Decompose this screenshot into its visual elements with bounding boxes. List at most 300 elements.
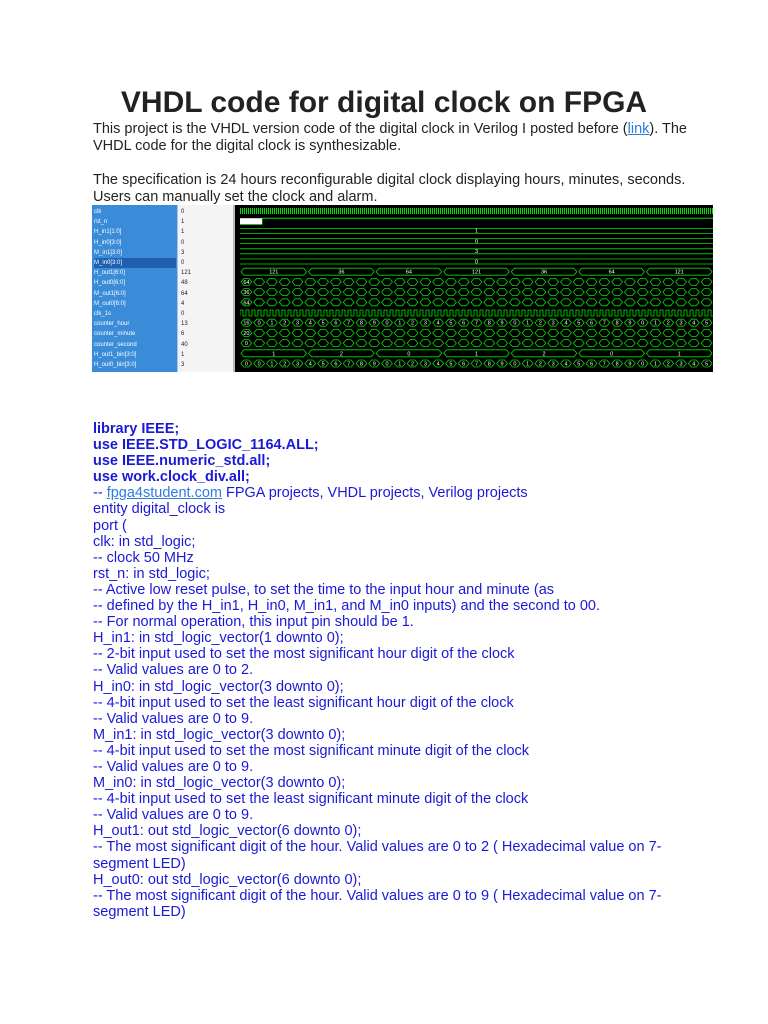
counter-minute-bus-segment — [292, 329, 303, 336]
clk-pulse — [500, 208, 501, 214]
counter-minute-bus-segment — [650, 329, 661, 336]
clk-pulse — [468, 208, 469, 214]
clk-1s-pulse — [534, 310, 540, 316]
counter-second-bus-segment — [650, 340, 661, 347]
clk-pulse — [706, 208, 707, 214]
counter-minute-bus-segment — [509, 329, 520, 336]
counter-minute-bus-segment — [330, 329, 341, 336]
m-out0-bus-segment — [599, 299, 610, 306]
counter-hour-bus-label: 2 — [283, 320, 287, 327]
fpga4student-link[interactable]: fpga4student.com — [106, 485, 222, 502]
counter-hour-bus-label: 2 — [411, 320, 415, 327]
h-out0-bus-segment — [612, 278, 623, 285]
clk-pulse — [594, 208, 595, 214]
clk-pulse — [414, 208, 415, 214]
code-line: H_out1: out std_logic_vector(6 downto 0); — [93, 823, 362, 840]
clk-1s-pulse — [396, 310, 402, 316]
h-out0-bin-bus-label: 0 — [385, 361, 389, 368]
signal-value: 3 — [181, 362, 185, 368]
clk-pulse — [320, 208, 321, 214]
clk-1s-pulse — [654, 310, 660, 316]
h-out0-bus-label: 64 — [243, 279, 250, 286]
h-out1-bus-label: 36 — [541, 269, 548, 276]
clk-pulse — [240, 208, 241, 214]
m-in1-bus-label: 3 — [474, 249, 479, 256]
signal-name: H_out0[6:0] — [94, 280, 126, 287]
m-out1-bus-segment — [394, 289, 405, 296]
h-out0-bus-segment — [663, 278, 674, 285]
h-out0-bus-segment — [484, 278, 495, 285]
clk-pulse — [484, 208, 485, 214]
h-out0-bin-bus-label: 9 — [500, 361, 504, 368]
clk-pulse — [292, 208, 293, 214]
counter-hour-bus-label: 5 — [321, 320, 325, 327]
clk-pulse — [512, 208, 513, 214]
h-out1-bus-label: 121 — [269, 269, 279, 276]
h-out0-bus-segment — [343, 278, 354, 285]
h-out0-bin-bus-label: 1 — [398, 361, 402, 368]
counter-minute-bus-segment — [586, 329, 597, 336]
clk-1s-pulse — [546, 310, 552, 316]
credit-prefix: -- — [93, 485, 107, 502]
counter-second-bus-segment — [548, 340, 559, 347]
clk-pulse — [684, 208, 685, 214]
clk-pulse — [328, 208, 329, 214]
m-out0-bus-segment — [420, 299, 431, 306]
clk-pulse — [286, 208, 287, 214]
clk-pulse — [480, 208, 481, 214]
h-out0-bus-segment — [676, 278, 687, 285]
clk-1s-pulse — [378, 310, 384, 316]
h-out0-bus-segment — [394, 278, 405, 285]
h-out0-bin-bus-label: 9 — [628, 361, 632, 368]
clk-pulse — [632, 208, 633, 214]
clk-1s-pulse — [408, 310, 414, 316]
clk-1s-pulse — [516, 310, 522, 316]
clk-pulse — [402, 208, 403, 214]
code-line: -- Valid values are 0 to 9. — [93, 807, 254, 824]
h-out0-bus-segment — [688, 278, 699, 285]
m-out0-bus-segment — [471, 299, 482, 306]
h-out1-bus-label: 64 — [405, 269, 412, 276]
m-out1-bus-segment — [318, 289, 329, 296]
clk-pulse — [492, 208, 493, 214]
counter-hour-bus-label: 9 — [500, 320, 504, 327]
clk-pulse — [618, 208, 619, 214]
clk-pulse — [572, 208, 573, 214]
clk-pulse — [294, 208, 295, 214]
m-out1-bus-segment — [254, 289, 265, 296]
m-out1-bus-segment — [382, 289, 393, 296]
counter-second-bus-segment — [599, 340, 610, 347]
intro-paragraph-1 — [93, 121, 693, 155]
clk-1s-pulse — [684, 310, 690, 316]
counter-minute-bus-segment — [701, 329, 712, 336]
h-out0-bin-bus-label: 7 — [602, 361, 606, 368]
h-out0-bus-segment — [509, 278, 520, 285]
signal-name: counter_hour — [94, 321, 130, 328]
clk-pulse — [550, 208, 551, 214]
clk-pulse — [644, 208, 645, 214]
m-out1-bus-segment — [561, 289, 572, 296]
clk-pulse — [340, 208, 341, 214]
h-out0-bin-bus-label: 2 — [538, 361, 542, 368]
h-out0-bin-bus-label: 7 — [347, 361, 351, 368]
clk-pulse — [602, 208, 603, 214]
h-out0-bus-segment — [330, 278, 341, 285]
h-out1-bin-bus-label: 0 — [610, 351, 614, 358]
clk-1s-pulse — [540, 310, 546, 316]
clk-pulse — [554, 208, 555, 214]
clk-1s-pulse — [366, 310, 372, 316]
counter-second-bus-segment — [330, 340, 341, 347]
counter-hour-bus-label: 4 — [308, 320, 312, 327]
h-out0-bin-bus-label: 0 — [641, 361, 645, 368]
clk-pulse — [614, 208, 615, 214]
clk-pulse — [596, 208, 597, 214]
counter-second-bus-segment — [573, 340, 584, 347]
clk-pulse — [270, 208, 271, 214]
counter-second-bus-segment — [676, 340, 687, 347]
clk-pulse — [306, 208, 307, 214]
m-out0-bus-segment — [612, 299, 623, 306]
m-out0-bus-segment — [522, 299, 533, 306]
clk-pulse — [580, 208, 581, 214]
counter-minute-bus-segment — [612, 329, 623, 336]
intro-text-part: This project is the VHDL version code of the digital clock in Verilog I posted before ( — [93, 121, 628, 137]
clk-pulse — [438, 208, 439, 214]
counter-hour-bus-label: 5 — [577, 320, 581, 327]
signal-name: M_out0[6:0] — [94, 300, 126, 307]
h-out1-bin-bus-label: 1 — [474, 351, 479, 358]
counter-hour-bus-label: 0 — [385, 320, 389, 327]
clk-pulse — [628, 208, 629, 214]
m-in0-bus-label: 0 — [474, 259, 479, 266]
clk-pulse — [670, 208, 671, 214]
clk-pulse — [478, 208, 479, 214]
h-out0-bin-bus-label: 4 — [564, 361, 568, 368]
counter-hour-bus-label: 8 — [359, 320, 363, 327]
clk-pulse — [404, 208, 405, 214]
clk-pulse — [398, 208, 399, 214]
clk-1s-pulse — [642, 310, 648, 316]
clk-pulse — [582, 208, 583, 214]
h-out0-bus-segment — [701, 278, 712, 285]
m-out1-bus-segment — [637, 289, 648, 296]
clk-pulse — [424, 208, 425, 214]
h-out0-bin-bus-label: 8 — [487, 361, 491, 368]
counter-hour-bus-label: 8 — [487, 320, 491, 327]
code-line: H_in1: in std_logic_vector(1 downto 0); — [93, 630, 344, 647]
clk-1s-pulse — [624, 310, 630, 316]
clk-pulse — [622, 208, 623, 214]
clk-pulse — [532, 208, 533, 214]
clk-1s-pulse — [468, 310, 474, 316]
clk-1s-pulse — [450, 310, 456, 316]
m-out1-bus-segment — [407, 289, 418, 296]
h-out0-bus-segment — [407, 278, 418, 285]
clk-pulse — [672, 208, 673, 214]
m-out1-bus-segment — [612, 289, 623, 296]
clk-1s-pulse — [240, 310, 246, 316]
counter-hour-bus-label: 9 — [628, 320, 632, 327]
clk-pulse — [242, 208, 243, 214]
clk-pulse — [308, 208, 309, 214]
counter-minute-bus-segment — [637, 329, 648, 336]
counter-hour-bus-label: 7 — [347, 320, 351, 327]
h-out1-bus-label: 121 — [674, 269, 684, 276]
m-out0-bus-segment — [663, 299, 674, 306]
h-out0-bin-bus-label: 5 — [577, 361, 581, 368]
code-line: H_out0: out std_logic_vector(6 downto 0); — [93, 871, 362, 888]
counter-hour-bus-label: 3 — [679, 320, 683, 327]
clk-pulse — [638, 208, 639, 214]
clk-1s-pulse — [606, 310, 612, 316]
clk-pulse — [352, 208, 353, 214]
clk-1s-pulse — [420, 310, 426, 316]
counter-second-bus-segment — [509, 340, 520, 347]
h-out0-bin-bus-label: 1 — [526, 361, 530, 368]
m-out0-bus-segment — [254, 299, 265, 306]
counter-minute-bus-segment — [663, 329, 674, 336]
signal-name: M_out1[6:0] — [94, 290, 126, 297]
clk-1s-pulse — [288, 310, 294, 316]
counter-minute-bus-segment — [407, 329, 418, 336]
clk-pulse — [466, 208, 467, 214]
clk-pulse — [488, 208, 489, 214]
clk-pulse — [282, 208, 283, 214]
clk-pulse — [382, 208, 383, 214]
h-out0-bin-bus-label: 7 — [474, 361, 479, 368]
counter-hour-bus-label: 7 — [602, 320, 606, 327]
clk-pulse — [558, 208, 559, 214]
clk-1s-pulse — [492, 310, 498, 316]
signal-value: 0 — [181, 311, 185, 317]
clk-pulse — [418, 208, 419, 214]
counter-hour-bus-label: 3 — [423, 320, 427, 327]
clk-pulse — [678, 208, 679, 214]
link-verilog-version[interactable]: link — [627, 121, 650, 137]
clk-pulse — [426, 208, 427, 214]
signal-name: M_in0[3:0] — [94, 258, 176, 268]
code-line: -- Valid values are 0 to 9. — [93, 758, 254, 775]
code-line: -- Active low reset pulse, to set the time to the input hour and minute (as — [93, 581, 555, 598]
signal-name-panel — [92, 205, 178, 372]
counter-minute-bus-segment — [394, 329, 405, 336]
clk-pulse — [586, 208, 587, 214]
clk-pulse — [252, 208, 253, 214]
clk-pulse — [394, 208, 395, 214]
counter-hour-bus-label: 3 — [551, 320, 555, 327]
clk-pulse — [636, 208, 637, 214]
clk-pulse — [400, 208, 401, 214]
signal-value: 40 — [181, 341, 188, 348]
m-out1-bus-segment — [586, 289, 597, 296]
clk-pulse — [244, 208, 245, 214]
m-out1-bus-segment — [535, 289, 546, 296]
signal-name: H_in0[3:0] — [94, 239, 122, 246]
counter-hour-bus-label: 16 — [243, 320, 250, 327]
m-out0-bus-segment — [356, 299, 367, 306]
signal-name: counter_minute — [94, 331, 136, 338]
m-out0-bus-segment — [625, 299, 636, 306]
h-out1-bin-bus-label: 2 — [339, 351, 343, 358]
clk-1s-pulse — [294, 310, 300, 316]
signal-value: 1 — [181, 351, 185, 358]
signal-value: 1 — [181, 229, 185, 236]
clk-1s-pulse — [282, 310, 288, 316]
clk-1s-pulse — [360, 310, 366, 316]
clk-pulse — [702, 208, 703, 214]
h-out0-bus-segment — [535, 278, 546, 285]
m-out0-bus-segment — [330, 299, 341, 306]
counter-minute-bus-segment — [356, 329, 367, 336]
clk-pulse — [342, 208, 343, 214]
code-line: clk: in std_logic; — [93, 533, 196, 550]
clk-pulse — [598, 208, 599, 214]
m-out0-bus-segment — [458, 299, 469, 306]
counter-second-bus-segment — [382, 340, 393, 347]
clk-pulse — [388, 208, 389, 214]
m-out0-bus-segment — [573, 299, 584, 306]
clk-pulse — [302, 208, 303, 214]
clk-pulse — [664, 208, 665, 214]
counter-second-bus-segment — [535, 340, 546, 347]
signal-name: clk_1s — [94, 311, 112, 317]
clk-pulse — [458, 208, 459, 214]
clk-pulse — [696, 208, 697, 214]
clk-pulse — [546, 208, 547, 214]
h-out0-bus-segment — [586, 278, 597, 285]
clk-pulse — [472, 208, 473, 214]
clk-pulse — [386, 208, 387, 214]
clk-pulse — [258, 208, 259, 214]
waveform-plot — [240, 205, 713, 372]
clk-1s-pulse — [414, 310, 420, 316]
clk-pulse — [518, 208, 519, 214]
clk-pulse — [650, 208, 651, 214]
counter-second-bus-segment — [586, 340, 597, 347]
clk-pulse — [616, 208, 617, 214]
clk-pulse — [710, 208, 711, 214]
counter-minute-bus-segment — [561, 329, 572, 336]
clk-pulse — [454, 208, 455, 214]
h-out0-bin-bus-label: 5 — [705, 361, 709, 368]
clk-1s-pulse — [522, 310, 528, 316]
m-out1-bus-segment — [599, 289, 610, 296]
h-out0-bin-bus-label: 3 — [551, 361, 555, 368]
code-line: rst_n: in std_logic; — [93, 565, 210, 582]
h-in0-bus-label: 0 — [474, 238, 479, 245]
clk-pulse — [516, 208, 517, 214]
clk-pulse — [700, 208, 701, 214]
counter-second-bus-segment — [420, 340, 431, 347]
h-out1-bin-bus-label: 0 — [407, 351, 411, 358]
counter-second-bus-segment — [254, 340, 265, 347]
h-out0-bus-segment — [369, 278, 380, 285]
clk-1s-pulse — [252, 310, 258, 316]
clk-pulse — [698, 208, 699, 214]
clk-pulse — [354, 208, 355, 214]
clk-1s-pulse — [612, 310, 618, 316]
credit-suffix: FPGA projects, VHDL projects, Verilog projects — [221, 485, 528, 502]
counter-hour-bus-label: 8 — [615, 320, 619, 327]
clk-pulse — [378, 208, 379, 214]
clk-pulse — [524, 208, 525, 214]
clk-pulse — [536, 208, 537, 214]
clk-pulse — [266, 208, 267, 214]
clk-1s-pulse — [564, 310, 570, 316]
clk-pulse — [274, 208, 275, 214]
m-out0-bus-segment — [688, 299, 699, 306]
clk-pulse — [562, 208, 563, 214]
clk-pulse — [556, 208, 557, 214]
m-out0-bus-segment — [561, 299, 572, 306]
signal-value: 0 — [181, 239, 185, 246]
h-out0-bin-bus-label: 1 — [653, 361, 658, 368]
clk-pulse — [442, 208, 443, 214]
clk-pulse — [318, 208, 319, 214]
counter-hour-bus-label: 1 — [526, 320, 530, 327]
clk-pulse — [540, 208, 541, 214]
clk-pulse — [528, 208, 529, 214]
counter-second-bus-segment — [318, 340, 329, 347]
m-out0-bus-segment — [497, 299, 508, 306]
h-out0-bin-bus-label: 6 — [462, 361, 466, 368]
clk-1s-pulse — [600, 310, 606, 316]
h-out0-bin-bus-label: 6 — [590, 361, 594, 368]
h-out0-bus-segment — [356, 278, 367, 285]
clk-pulse — [364, 208, 365, 214]
m-out1-bus-segment — [484, 289, 495, 296]
clk-pulse — [392, 208, 393, 214]
intro-text — [93, 121, 693, 206]
m-out0-bus-segment — [650, 299, 661, 306]
m-out1-bus-segment — [343, 289, 354, 296]
m-out1-bus-segment — [446, 289, 457, 296]
m-out1-bus-label: 36 — [243, 290, 250, 297]
clk-pulse — [370, 208, 371, 214]
clk-pulse — [428, 208, 429, 214]
clk-pulse — [510, 208, 511, 214]
h-out0-bin-bus-label: 2 — [666, 361, 670, 368]
counter-minute-bus-segment — [458, 329, 469, 336]
counter-minute-bus-segment — [676, 329, 687, 336]
clk-1s-pulse — [636, 310, 642, 316]
clk-1s-pulse — [390, 310, 396, 316]
clk-pulse — [268, 208, 269, 214]
m-out1-bus-segment — [701, 289, 712, 296]
clk-1s-pulse — [660, 310, 666, 316]
clk-pulse — [450, 208, 451, 214]
clk-1s-pulse — [480, 310, 486, 316]
counter-minute-bus-segment — [343, 329, 354, 336]
m-out0-bus-segment — [369, 299, 380, 306]
h-out0-bus-segment — [433, 278, 444, 285]
clk-pulse — [688, 208, 689, 214]
clk-pulse — [542, 208, 543, 214]
counter-second-bus-segment — [305, 340, 316, 347]
clk-pulse — [680, 208, 681, 214]
clk-pulse — [324, 208, 325, 214]
m-out0-bus-segment — [382, 299, 393, 306]
counter-second-bus-segment — [407, 340, 418, 347]
h-out0-bin-bus-label: 0 — [257, 361, 261, 368]
clk-1s-pulse — [474, 310, 480, 316]
clk-pulse — [548, 208, 549, 214]
clk-pulse — [330, 208, 331, 214]
m-out0-bus-segment — [343, 299, 354, 306]
